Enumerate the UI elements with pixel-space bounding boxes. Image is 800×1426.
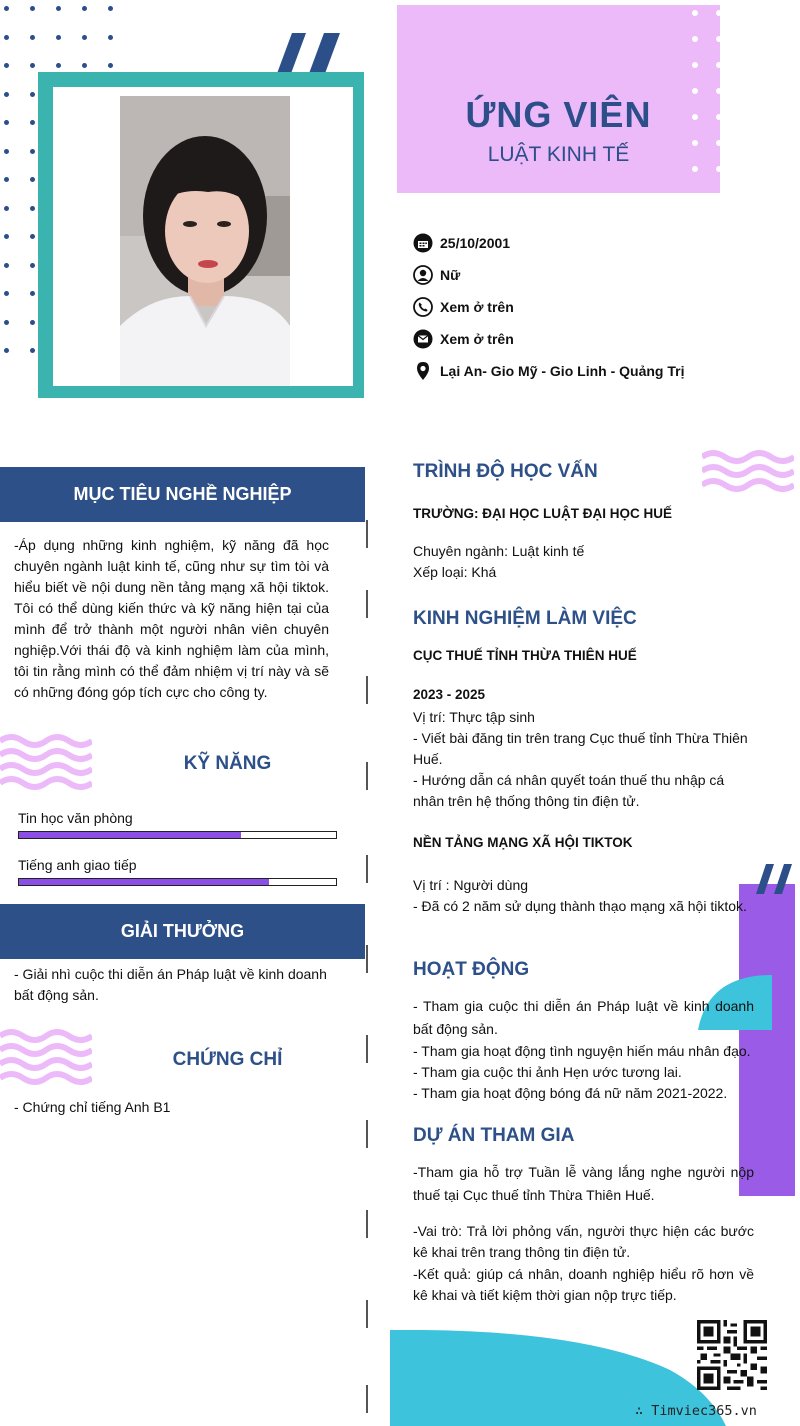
divider xyxy=(366,1120,368,1148)
objective-title: MỤC TIÊU NGHỀ NGHIỆP xyxy=(73,484,292,504)
dot xyxy=(82,35,87,40)
activity-item: - Tham gia hoạt động bóng đá nữ năm 2021-2022. xyxy=(413,1085,728,1101)
awards-title: GIẢI THƯỞNG xyxy=(120,921,245,941)
slash-decoration xyxy=(756,864,796,894)
phone-text: Xem ở trên xyxy=(440,299,514,315)
dot xyxy=(4,263,9,268)
job-role: Vị trí : Người dùng xyxy=(413,877,529,893)
divider xyxy=(366,1385,368,1413)
dot xyxy=(716,10,722,16)
wave-decoration xyxy=(702,449,794,497)
dot xyxy=(30,234,35,239)
skill-label: Tin học văn phòng xyxy=(18,810,133,826)
dot xyxy=(4,206,9,211)
divider xyxy=(366,520,368,548)
job-period: 2023 - 2025 xyxy=(413,687,486,702)
dot xyxy=(692,36,698,42)
project-role: -Vai trò: Trả lời phỏng vấn, người thực hiện các bước kê khai trên trang thông tin điện tử. xyxy=(413,1223,754,1260)
awards-header xyxy=(0,904,365,959)
info-phone xyxy=(413,296,514,318)
objective-header xyxy=(0,467,365,522)
divider xyxy=(366,1300,368,1328)
dot xyxy=(30,6,35,11)
education-rank: Xếp loại: Khá xyxy=(413,564,497,580)
birthdate-text: 25/10/2001 xyxy=(440,235,511,251)
email-text: Xem ở trên xyxy=(440,331,514,347)
dot xyxy=(108,35,113,40)
skill-bar xyxy=(18,878,337,886)
certificates-text: - Chứng chỉ tiếng Anh B1 xyxy=(14,1099,171,1115)
dot xyxy=(30,92,35,97)
avatar xyxy=(120,96,290,386)
dot xyxy=(716,62,722,68)
dot xyxy=(30,320,35,325)
dot xyxy=(692,10,698,16)
skill-bar xyxy=(18,831,337,839)
project-description: -Tham gia hỗ trợ Tuần lễ vàng lắng nghe người nộp thuế tại Cục thuế tỉnh Thừa Thiên Huế. xyxy=(413,1164,754,1203)
user-icon xyxy=(413,265,433,285)
job-detail: - Đã có 2 năm sử dụng thành thạo mạng xã hội tiktok. xyxy=(413,898,747,914)
dot xyxy=(4,149,9,154)
info-email xyxy=(413,328,514,350)
divider xyxy=(366,945,368,973)
activity-item: - Tham gia cuộc thi ảnh Hẹn ước tương lai. xyxy=(413,1064,682,1080)
project-result: -Kết quả: giúp cá nhân, doanh nghiệp hiểu rõ hơn về kê khai và tiết kiệm thời gian nộp trực tiếp. xyxy=(413,1266,754,1303)
education-major: Chuyên ngành: Luật kinh tế xyxy=(413,543,585,559)
candidate-position: LUẬT KINH TẾ xyxy=(487,143,630,166)
candidate-name: ỨNG VIÊN xyxy=(465,94,652,135)
dot xyxy=(30,177,35,182)
divider xyxy=(366,590,368,618)
activity-item: - Tham gia cuộc thi diễn án Pháp luật về kinh doanh bất động sản. xyxy=(413,998,754,1037)
dot xyxy=(4,6,9,11)
dot xyxy=(692,62,698,68)
info-address xyxy=(413,360,684,382)
dot xyxy=(108,63,113,68)
skill-bar-fill xyxy=(19,879,269,885)
divider xyxy=(366,1035,368,1063)
divider xyxy=(366,1210,368,1238)
info-birthdate xyxy=(413,232,510,254)
dot xyxy=(4,348,9,353)
skill-label: Tiếng anh giao tiếp xyxy=(18,857,137,873)
skills-title: KỸ NĂNG xyxy=(183,753,272,774)
dot xyxy=(4,177,9,182)
calendar-icon xyxy=(413,233,433,253)
certificates-title: CHỨNG CHỈ xyxy=(172,1049,283,1070)
dot xyxy=(4,35,9,40)
info-gender xyxy=(413,264,460,286)
dot xyxy=(30,63,35,68)
job-detail: - Hướng dẫn cá nhân quyết toán thuế thu nhập cá nhân trên hệ thống thông tin điện tử. xyxy=(413,772,725,809)
location-icon xyxy=(413,361,433,381)
dot xyxy=(56,63,61,68)
qr-code xyxy=(697,1320,767,1390)
dot xyxy=(4,291,9,296)
divider xyxy=(366,676,368,704)
dot xyxy=(4,234,9,239)
job-detail: - Viết bài đăng tin trên trang Cục thuế tỉnh Thừa Thiên Huế. xyxy=(413,730,748,767)
job-role: Vị trí: Thực tập sinh xyxy=(413,709,535,725)
education-title: TRÌNH ĐỘ HỌC VẤN xyxy=(413,461,598,482)
divider xyxy=(366,762,368,790)
awards-text: - Giải nhì cuộc thi diễn án Pháp luật về kinh doanh bất động sản. xyxy=(14,966,327,1003)
dot xyxy=(30,263,35,268)
dot xyxy=(30,291,35,296)
divider xyxy=(366,855,368,883)
wave-decoration xyxy=(0,733,92,795)
dot xyxy=(108,6,113,11)
dot xyxy=(82,6,87,11)
gender-text: Nữ xyxy=(440,267,461,283)
wave-decoration xyxy=(0,1028,92,1090)
dot xyxy=(82,63,87,68)
dot xyxy=(30,348,35,353)
dot xyxy=(30,35,35,40)
activities-title: HOẠT ĐỘNG xyxy=(413,959,530,980)
education-school: TRƯỜNG: ĐẠI HỌC LUẬT ĐẠI HỌC HUẾ xyxy=(413,506,672,521)
watermark: ∴ Timviec365.vn xyxy=(635,1403,757,1419)
dot xyxy=(30,120,35,125)
dot xyxy=(4,320,9,325)
dot xyxy=(4,120,9,125)
dot xyxy=(56,6,61,11)
dot xyxy=(56,35,61,40)
dot xyxy=(4,92,9,97)
objective-text: -Áp dụng những kinh nghiệm, kỹ năng đã học chuyên ngành luật kinh tế, cũng như sự tìm tòi và hiểu biết về nội dung nền tảng mạng xã hội tiktok. Tôi có thể dùng kiến thức và kỹ năng hiện tại của mình để trở thành một người nhân viên chuyên nghiệp.Với thái độ và kinh nghiệm làm của mình, tôi tin rằng mình có thể đảm nhiệm vị trí này và sẽ có những đóng góp tích cực cho công ty. xyxy=(14,537,329,700)
projects-title: DỰ ÁN THAM GIA xyxy=(413,1125,575,1146)
dot xyxy=(30,206,35,211)
job-org: NỀN TẢNG MẠNG XÃ HỘI TIKTOK xyxy=(413,835,633,850)
phone-icon xyxy=(413,297,433,317)
job-org: CỤC THUẾ TỈNH THỪA THIÊN HUẾ xyxy=(413,648,637,663)
email-icon xyxy=(413,329,433,349)
dot xyxy=(30,149,35,154)
experience-title: KINH NGHIỆM LÀM VIỆC xyxy=(413,608,637,629)
activity-item: - Tham gia hoạt động tình nguyện hiến máu nhân đạo. xyxy=(413,1043,751,1059)
skill-bar-fill xyxy=(19,832,241,838)
address-text: Lại An- Gio Mỹ - Gio Linh - Quảng Trị xyxy=(440,363,685,379)
dot xyxy=(4,63,9,68)
dot xyxy=(716,36,722,42)
